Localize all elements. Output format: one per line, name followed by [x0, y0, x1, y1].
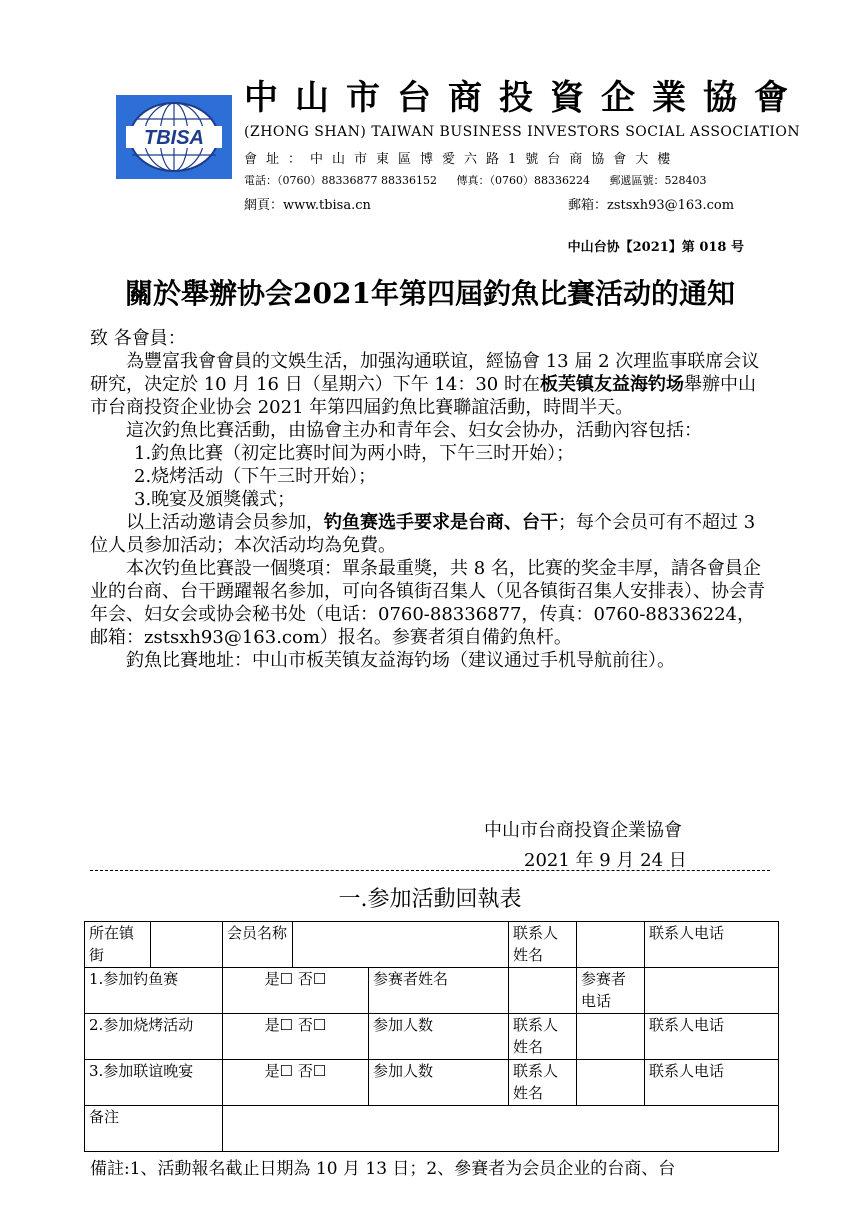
greeting: 致 各會員：: [90, 328, 186, 349]
footnote: 備註:1、活動報名截止日期為 10 月 13 日；2、參賽者为会员企业的台商、台: [90, 1159, 676, 1179]
requirement-highlight: 钓鱼赛选手要求是台商、台干: [324, 512, 558, 533]
venue-highlight: 板芙镇友益海钓场: [539, 374, 684, 395]
choice-dinner[interactable]: 是☐ 否☐: [223, 1060, 369, 1106]
table-row: [85, 1060, 779, 1106]
paragraph-1: 為豐富我會會員的文娛生活，加强沟通联谊，經協會 13 届 2 次理监事联席会议研究，决定於 10 月 16 日（星期六）下午 14：30 时在板芙镇友益海钓场舉辦中山市台商投资企业协会 2021 年第四屆釣魚比賽聯誼活動，時間半天。: [90, 351, 760, 418]
input-contact-name[interactable]: [577, 922, 645, 968]
paragraph-4: 本次钓鱼比賽設一個獎項：單条最重獎，共 8 名，比赛的奖金丰厚，請各會員企业的台商、台干踴躍報名参加，可向各镇街召集人（见各镇街召集人安排表）、协会青年会、妇女会或协会秘书处（电话：0760-88336877，传真：0760-88336224，邮箱：zstsxh93@163.com）报名。参赛者須自備釣魚杆。: [90, 558, 765, 648]
input-contestant-phone[interactable]: [645, 968, 779, 1014]
label-dinner-contact-phone: 联系人电话: [645, 1060, 779, 1106]
org-name: 中山市台商投資企業協會: [244, 78, 805, 118]
label-contact-name: 联系人姓名: [509, 922, 577, 968]
label-bbq-contact-name: 联系人姓名: [509, 1014, 577, 1060]
input-member-name[interactable]: [293, 922, 509, 968]
notice-title: 關於舉辦协会2021年第四屆釣魚比賽活动的通知: [125, 277, 735, 310]
label-bbq-count: 参加人数: [369, 1014, 509, 1060]
label-dinner-contact-name: 联系人姓名: [509, 1060, 577, 1106]
input-dinner-contact-name[interactable]: [577, 1060, 645, 1106]
org-contact-line: [244, 172, 722, 188]
label-remarks: 备注: [85, 1106, 223, 1152]
logo-text: TBISA: [144, 127, 204, 149]
org-email: 郵箱：zstsxh93@163.com: [568, 198, 735, 213]
org-name-en: (ZHONG SHAN) TAIWAN BUSINESS INVESTORS SOCIAL ASSOCIATION: [244, 124, 801, 140]
signature-org: 中山市台商投資企業協會: [484, 820, 682, 841]
org-tel: 電話：（0760）88336877 88336152: [244, 174, 437, 187]
table-row: [85, 1106, 779, 1152]
input-bbq-contact-name[interactable]: [577, 1014, 645, 1060]
divider: [90, 870, 770, 871]
input-town[interactable]: [151, 922, 223, 968]
paragraph-3: 以上活动邀请会员参加，钓鱼赛选手要求是台商、台干；每个会员可有不超过 3 位人员参加活动；本次活动均為免費。: [90, 512, 756, 556]
notice-body: [90, 327, 770, 672]
input-contestant-name[interactable]: [509, 968, 577, 1014]
choice-bbq[interactable]: 是☐ 否☐: [223, 1014, 369, 1060]
tbisa-logo: [116, 95, 232, 179]
reply-form-table: [84, 921, 779, 1152]
input-remarks[interactable]: [223, 1106, 779, 1152]
paragraph-5: 釣魚比賽地址：中山市板芙镇友益海钓场（建议通过手机导航前往）。: [126, 650, 675, 671]
list-item: 1.釣魚比賽（初定比赛时间为两小時，下午三时开始）；: [134, 443, 575, 464]
label-contestant-name: 参赛者姓名: [369, 968, 509, 1014]
org-fax: 傳真：（0760）88336224: [456, 174, 590, 187]
label-contestant-phone: 参赛者电话: [577, 968, 645, 1014]
label-member-name: 会员名称: [223, 922, 293, 968]
label-town: 所在镇街: [85, 922, 151, 968]
document-number: 中山台协【2021】第 018 号: [567, 240, 744, 255]
label-contact-phone: 联系人电话: [645, 922, 779, 968]
org-address: 會址：中山市東區博愛六路1號台商協會大樓: [244, 152, 680, 167]
org-postcode: 郵遞區號：528403: [609, 174, 707, 187]
list-item: 3.晚宴及頒獎儀式；: [134, 489, 296, 510]
label-fishing: 1.参加钓鱼赛: [85, 968, 223, 1014]
table-row: [85, 1014, 779, 1060]
list-item: 2.烧烤活动（下午三时开始）；: [134, 466, 377, 487]
signature-date: 2021 年 9 月 24 日: [524, 850, 687, 871]
reply-form-title: 一.参加活動回執表: [338, 887, 522, 912]
label-bbq-contact-phone: 联系人电话: [645, 1014, 779, 1060]
choice-fishing[interactable]: 是☐ 否☐: [223, 968, 369, 1014]
org-website: 網頁：www.tbisa.cn: [244, 198, 371, 213]
label-dinner: 3.参加联谊晚宴: [85, 1060, 223, 1106]
label-bbq: 2.参加烧烤活动: [85, 1014, 223, 1060]
table-row: [85, 922, 779, 968]
table-row: [85, 968, 779, 1014]
label-dinner-count: 参加人数: [369, 1060, 509, 1106]
paragraph-2: 這次釣魚比賽活動，由協會主办和青年会、妇女会协办，活動內容包括：: [126, 420, 702, 441]
